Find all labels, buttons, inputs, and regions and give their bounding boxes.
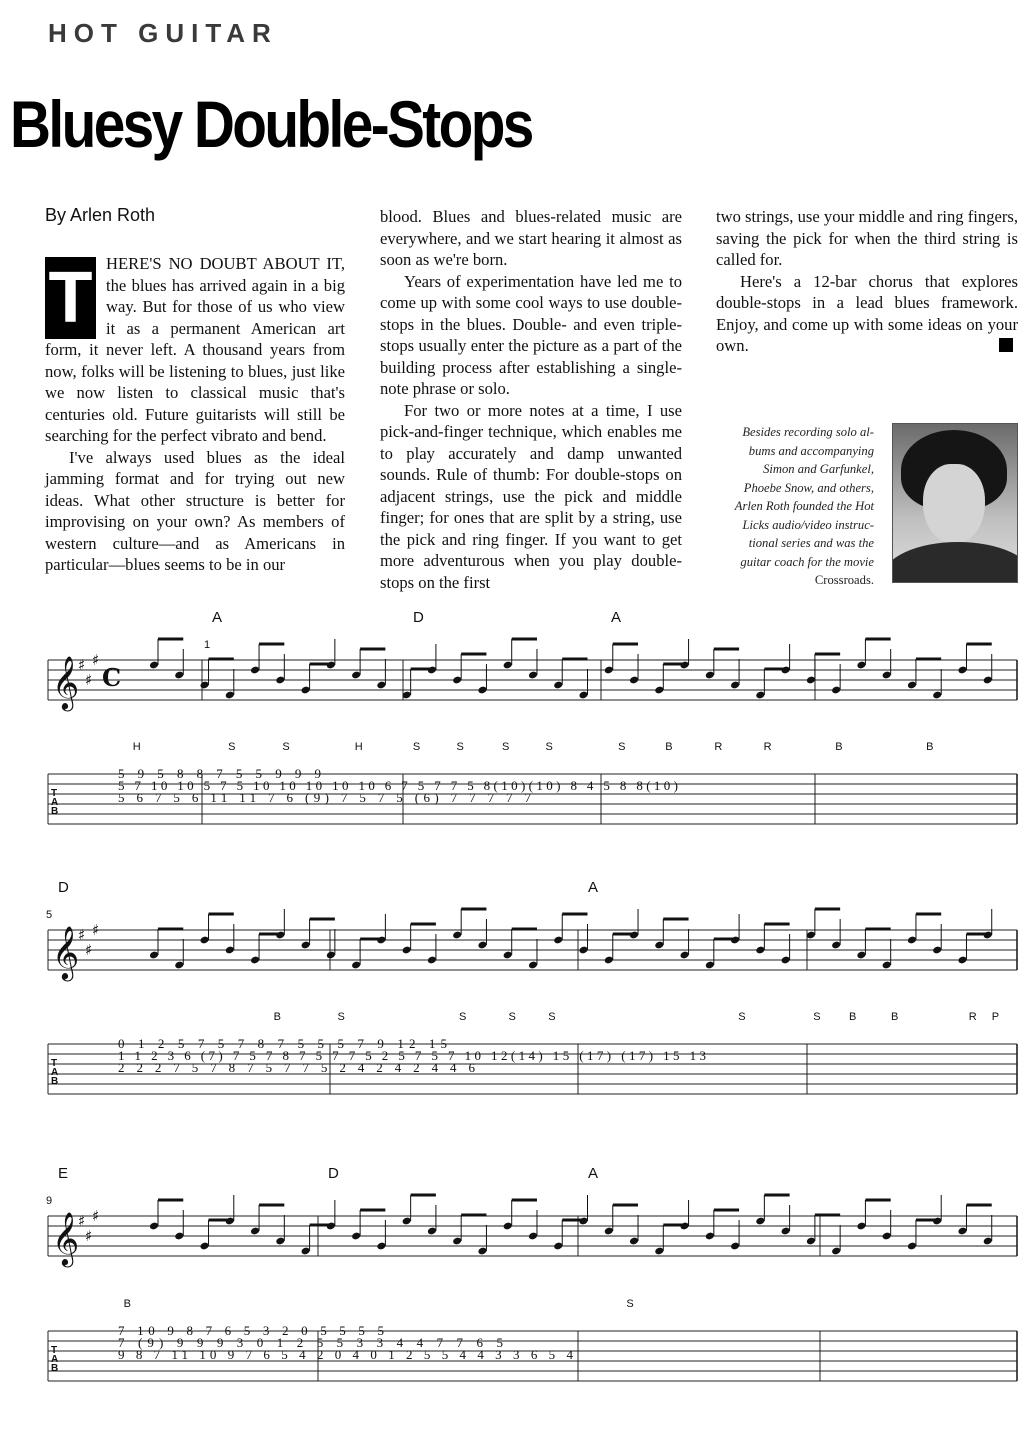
chord-symbol: E xyxy=(58,1165,69,1182)
tab-string-numbers: 1 1 2 3 6 (7) 7 5 7 8 7 5 7 7 5 2 5 7 5 7 10 12(14) 15 (17) (17) 15 13 xyxy=(118,1048,707,1063)
paragraph: blood. Blues and blues-related music are everywhere, and we start hearing it almost as soon as we're born. xyxy=(380,207,682,269)
chord-symbol: D xyxy=(328,1165,339,1182)
chord-symbol: A xyxy=(212,609,223,626)
tab-letter: B xyxy=(51,1363,59,1374)
tab-string-numbers: 0 1 2 5 7 5 7 8 7 5 5 5 7 9 12 15 xyxy=(118,1036,447,1051)
tab-string-numbers: 2 2 2 7 5 7 8 7 5 7 7 5 2 4 2 4 2 4 4 6 xyxy=(118,1060,475,1075)
sharp-icon: ♯ xyxy=(85,671,93,689)
sharp-icon: ♯ xyxy=(78,1212,86,1230)
chord-symbol: D xyxy=(58,879,69,896)
sharp-icon: ♯ xyxy=(92,921,100,939)
sharp-icon: ♯ xyxy=(92,651,100,669)
technique-marker: S xyxy=(545,741,553,753)
paragraph: I've always used blues as the ideal jamming format and for trying out new ideas. What other structure is better for improvising on your own? As members of western culture—and as Americans in particular—blues seems to be in our xyxy=(45,447,345,574)
treble-clef-icon: 𝄞 xyxy=(52,1211,80,1265)
caption-line: Besides recording solo al- xyxy=(742,425,874,439)
treble-clef-icon: 𝄞 xyxy=(52,655,80,709)
technique-marker: H xyxy=(132,741,141,753)
sharp-icon: ♯ xyxy=(85,941,93,959)
technique-marker: B xyxy=(123,1298,131,1310)
technique-marker: B xyxy=(835,741,843,753)
tab-string-numbers: 7 (9) 9 9 9 3 0 1 2 5 5 3 3 4 4 7 7 6 5 xyxy=(118,1335,503,1350)
technique-marker: B xyxy=(891,1011,899,1023)
technique-marker: S xyxy=(548,1011,556,1023)
technique-marker: S xyxy=(282,741,290,753)
technique-marker: H xyxy=(354,741,363,753)
technique-marker: S xyxy=(508,1011,516,1023)
paragraph: two strings, use your middle and ring fingers, saving the pick for when the third string is called for. xyxy=(716,207,1018,269)
sharp-icon: ♯ xyxy=(92,1207,100,1225)
tab-string-numbers: 9 8 7 11 10 9 7 6 5 4 2 0 4 0 1 2 5 5 4 4 3 3 6 5 4 xyxy=(118,1347,573,1362)
technique-marker: S xyxy=(813,1011,821,1023)
technique-marker: P xyxy=(991,1011,1000,1023)
sharp-icon: ♯ xyxy=(78,926,86,944)
tab-letter: T xyxy=(51,788,58,799)
caption-line: bums and accompanying xyxy=(748,443,874,458)
tab-string-numbers: 5 6 7 5 6 11 11 7 6 (9) 7 5 7 5 (6) 7 7 7 7 7 xyxy=(118,790,531,805)
sharp-icon: ♯ xyxy=(85,1227,93,1245)
technique-marker: R xyxy=(968,1011,977,1023)
caption-film-title: Crossroads. xyxy=(814,573,874,587)
article-title: Bluesy Double-Stops xyxy=(10,87,532,161)
technique-marker: B xyxy=(849,1011,857,1023)
treble-clef-icon: 𝄞 xyxy=(52,925,80,979)
tab-letter: A xyxy=(51,1067,59,1078)
technique-marker: S xyxy=(618,741,626,753)
tab-string-numbers: 5 9 5 8 8 7 5 5 9 9 9 xyxy=(118,766,321,781)
technique-marker: S xyxy=(228,741,236,753)
paragraph: Years of experimentation have led me to come up with some cool ways to use double-stops in the blues. Double- and even triple-stops usually enter the picture as a part of the building process after establishing a single-note phrase or solo. xyxy=(380,271,682,398)
technique-marker: S xyxy=(458,1011,467,1023)
technique-marker: S xyxy=(738,1011,746,1023)
chord-symbol: A xyxy=(588,1165,599,1182)
byline: By Arlen Roth xyxy=(45,205,156,225)
tab-letter: T xyxy=(51,1345,58,1356)
technique-marker: B xyxy=(665,741,673,753)
tab-string-numbers: 5 7 10 10 5 7 5 10 10 10 10 10 6 7 5 7 7 5 8(10)(10) 8 4 5 8 8(10) xyxy=(118,778,679,793)
tab-letter: B xyxy=(51,1076,59,1087)
caption-line: tional series and was the xyxy=(748,536,874,550)
measure-number: 9 xyxy=(46,1195,53,1207)
tab-letter: A xyxy=(51,797,59,808)
technique-marker: B xyxy=(273,1011,281,1023)
technique-marker: R xyxy=(763,741,772,753)
caption-line: Arlen Roth founded the Hot xyxy=(734,499,874,513)
tab-string-numbers: 7 10 9 8 7 6 5 3 2 0 5 5 5 5 xyxy=(118,1323,384,1338)
paragraph: HERE'S NO DOUBT ABOUT IT, the blues has arrived again in a big way. But for those of us who view it as a permanent American art form, it never left. A thousand years from now, folks will be listening to blues, just like we now listen to classical music that's centuries old. Future guitarists will still be searching for the perfect vibrato and bend. xyxy=(45,254,345,445)
chord-symbol: D xyxy=(413,609,424,626)
technique-marker: S xyxy=(456,741,464,753)
common-time-icon: C xyxy=(102,663,122,692)
paragraph: Here's a 12-bar chorus that explores double-stops in a lead blues framework. Enjoy, and come up with some ideas on your own. xyxy=(716,271,1018,355)
caption-line: Phoebe Snow, and others, xyxy=(743,480,874,495)
paragraph: For two or more notes at a time, I use pick-and-finger technique, which enables me to play accurately and damp unwanted sounds. Rule of thumb: For double-stops on adjacent strings, use the pick and middle finger; for ones that are split by a string, use the pick and ring finger. If you want to get more adventurous when you play double-stops on the first xyxy=(380,400,682,592)
section-kicker: HOT GUITAR xyxy=(48,18,278,48)
chord-symbol: A xyxy=(588,879,599,896)
caption-line: guitar coach for the movie xyxy=(740,554,874,569)
technique-marker: S xyxy=(337,1011,345,1023)
sharp-icon: ♯ xyxy=(78,656,86,674)
caption-line: Simon and Garfunkel, xyxy=(763,462,874,476)
caption-line: Licks audio/video instruc- xyxy=(742,517,874,532)
technique-marker: S xyxy=(626,1298,634,1310)
tab-letter: T xyxy=(51,1058,58,1069)
measure-number: 5 xyxy=(46,909,53,921)
technique-marker: B xyxy=(926,741,934,753)
tab-letter: A xyxy=(51,1354,59,1365)
technique-marker: S xyxy=(412,741,421,753)
tab-letter: B xyxy=(51,806,59,817)
measure-number: 1 xyxy=(204,639,211,651)
chord-symbol: A xyxy=(611,609,622,626)
technique-marker: R xyxy=(714,741,723,753)
drop-cap: T xyxy=(45,257,96,339)
technique-marker: S xyxy=(502,741,510,753)
